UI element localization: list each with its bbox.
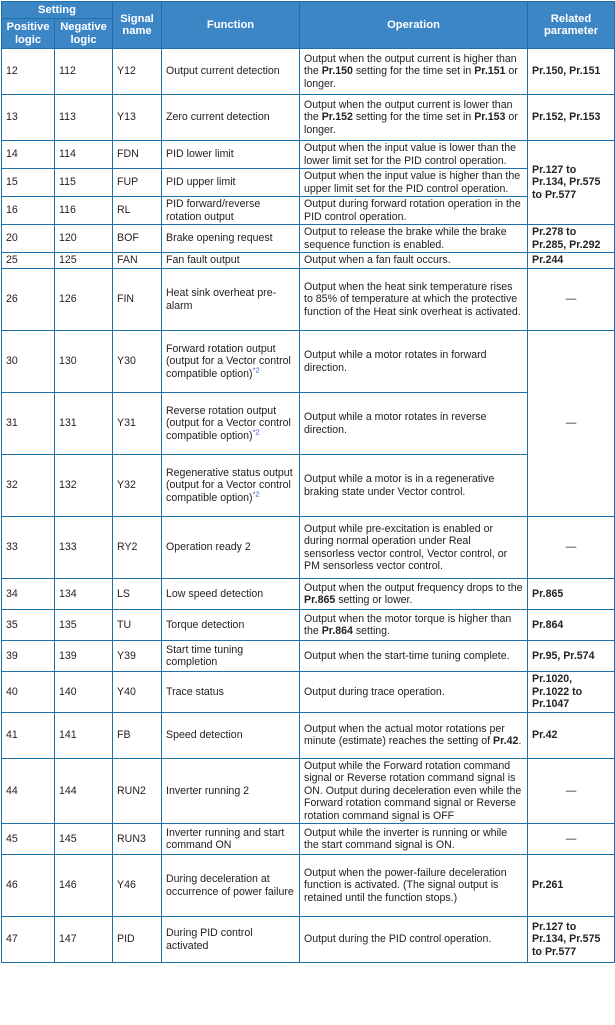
parameter-ref: Pr.42 <box>493 735 519 747</box>
operation-text: or longer. <box>304 65 518 90</box>
function-cell <box>162 672 300 713</box>
function-cell <box>162 253 300 269</box>
negative-logic-cell: 145 <box>55 824 113 855</box>
operation-text: Output while a motor is in a regenerative braking state under Vector control. <box>304 473 495 498</box>
function-cell <box>162 917 300 963</box>
signal-name-cell: Y32 <box>113 455 162 517</box>
negative-logic-cell: 114 <box>55 141 113 169</box>
negative-logic-cell: 125 <box>55 253 113 269</box>
positive-logic-cell: 12 <box>2 49 55 95</box>
signal-name-cell: PID <box>113 917 162 963</box>
footnote-marker: *2 <box>252 489 260 499</box>
function-text: Heat sink overheat pre-alarm <box>166 287 277 312</box>
table-row <box>2 855 615 917</box>
operation-text: Output while the inverter is running or while the start command signal is ON. <box>304 826 508 851</box>
table-row <box>2 758 615 824</box>
function-cell <box>162 641 300 672</box>
related-parameter-cell: Pr.261 <box>528 855 615 917</box>
operation-text: Output while a motor rotates in forward direction. <box>304 349 487 374</box>
operation-text: Output when the power-failure deceleration function is activated. (The signal output is retained until the function stops.) <box>304 866 507 904</box>
function-cell <box>162 712 300 758</box>
related-parameter-cell: Pr.278 to Pr.285, Pr.292 <box>528 225 615 253</box>
operation-cell <box>300 917 528 963</box>
positive-logic-cell: 40 <box>2 672 55 713</box>
function-text: PID lower limit <box>166 148 234 161</box>
operation-cell <box>300 253 528 269</box>
operation-cell <box>300 141 528 169</box>
related-parameter-cell: Pr.127 to Pr.134, Pr.575 to Pr.577 <box>528 141 615 225</box>
function-text: Torque detection <box>166 618 245 631</box>
operation-cell <box>300 393 528 455</box>
operation-cell <box>300 610 528 641</box>
table-row <box>2 579 615 610</box>
function-cell <box>162 758 300 824</box>
operation-cell <box>300 824 528 855</box>
related-parameter-cell: Pr.42 <box>528 712 615 758</box>
negative-logic-cell: 146 <box>55 855 113 917</box>
positive-logic-cell: 13 <box>2 95 55 141</box>
function-cell <box>162 393 300 455</box>
signal-name-cell: RL <box>113 197 162 225</box>
table-row <box>2 253 615 269</box>
table-header <box>2 2 615 49</box>
related-parameter-cell: Pr.244 <box>528 253 615 269</box>
function-cell <box>162 49 300 95</box>
table-row <box>2 517 615 579</box>
related-parameter-cell: — <box>528 824 615 855</box>
negative-logic-cell: 113 <box>55 95 113 141</box>
function-cell <box>162 517 300 579</box>
footnote-marker: *2 <box>252 427 260 437</box>
positive-logic-cell: 45 <box>2 824 55 855</box>
signal-name-cell: RUN2 <box>113 758 162 824</box>
positive-logic-cell: 16 <box>2 197 55 225</box>
function-text: Inverter running and start command ON <box>166 826 285 851</box>
signal-name-cell: FUP <box>113 169 162 197</box>
negative-logic-cell: 120 <box>55 225 113 253</box>
operation-cell <box>300 95 528 141</box>
table-row <box>2 393 615 455</box>
signal-name-cell: RY2 <box>113 517 162 579</box>
table-body <box>2 49 615 963</box>
function-cell <box>162 824 300 855</box>
operation-text: Output when the heat sink temperature rises to 85% of temperature at which the protective function of the Heat sink overheat is activated. <box>304 280 521 318</box>
operation-text: Output while pre-excitation is enabled or during normal operation under Real sensorless vector control, Vector control, or PM sensorless vector control. <box>304 522 508 572</box>
operation-cell <box>300 712 528 758</box>
table-row <box>2 641 615 672</box>
function-cell <box>162 197 300 225</box>
signal-name-cell: Y39 <box>113 641 162 672</box>
function-text: Regenerative status output (output for a Vector control compatible option) <box>166 466 293 504</box>
operation-cell <box>300 641 528 672</box>
positive-logic-cell: 32 <box>2 455 55 517</box>
operation-text: Output during trace operation. <box>304 685 445 698</box>
operation-text: Output during forward rotation operation in the PID control operation. <box>304 198 521 223</box>
function-cell <box>162 269 300 331</box>
function-text: Low speed detection <box>166 587 264 600</box>
operation-cell <box>300 331 528 393</box>
function-cell <box>162 141 300 169</box>
table-row <box>2 610 615 641</box>
parameter-ref: Pr.152 <box>321 111 353 124</box>
operation-text: Output when the input value is higher than the upper limit set for the PID control operation. <box>304 170 521 195</box>
function-text: Operation ready 2 <box>166 541 251 554</box>
signal-name-cell: FB <box>113 712 162 758</box>
operation-text: Output when the motor torque is higher than the <box>304 612 512 637</box>
operation-text: Output when the actual motor rotations per minute (estimate) reaches the setting of <box>304 722 505 747</box>
operation-text: Output while the Forward rotation command signal or Reverse rotation command signal is ON. Output during deceleration even while the Forward rotation command signal or Reverse rotation command signal is OFF <box>304 759 522 822</box>
positive-logic-cell: 30 <box>2 331 55 393</box>
negative-logic-cell: 139 <box>55 641 113 672</box>
function-text: Reverse rotation output (output for a Vector control compatible option) <box>166 404 291 442</box>
related-parameter-cell: Pr.1020, Pr.1022 to Pr.1047 <box>528 672 615 713</box>
header-function: Function <box>162 2 300 49</box>
function-cell <box>162 331 300 393</box>
operation-cell <box>300 225 528 253</box>
table-row <box>2 197 615 225</box>
operation-text: setting or lower. <box>335 594 413 606</box>
operation-text: Output when the start-time tuning complete. <box>304 649 510 662</box>
table-row <box>2 331 615 393</box>
operation-cell <box>300 455 528 517</box>
table-row <box>2 712 615 758</box>
related-parameter-cell: — <box>528 269 615 331</box>
function-text: Fan fault output <box>166 254 240 267</box>
signal-name-cell: LS <box>113 579 162 610</box>
positive-logic-cell: 41 <box>2 712 55 758</box>
negative-logic-cell: 115 <box>55 169 113 197</box>
function-cell <box>162 855 300 917</box>
related-parameter-cell: Pr.865 <box>528 579 615 610</box>
function-cell <box>162 225 300 253</box>
parameter-table <box>1 1 615 963</box>
operation-text: Output to release the brake while the brake sequence function is enabled. <box>304 226 507 251</box>
related-parameter-cell: Pr.864 <box>528 610 615 641</box>
operation-text: Output when the output current is higher than the <box>304 52 517 78</box>
function-text: Brake opening request <box>166 232 273 245</box>
operation-cell <box>300 49 528 95</box>
table-row <box>2 95 615 141</box>
signal-name-cell: BOF <box>113 225 162 253</box>
function-text: PID forward/reverse rotation output <box>166 198 261 223</box>
function-text: Zero current detection <box>166 111 270 124</box>
related-parameter-cell: — <box>528 758 615 824</box>
header-positive-logic: Positive logic <box>2 19 55 49</box>
header-negative-logic: Negative logic <box>55 19 113 49</box>
negative-logic-cell: 147 <box>55 917 113 963</box>
signal-name-cell: Y40 <box>113 672 162 713</box>
function-text: PID upper limit <box>166 176 236 189</box>
operation-cell <box>300 758 528 824</box>
negative-logic-cell: 132 <box>55 455 113 517</box>
operation-text: or longer. <box>304 111 518 136</box>
function-cell <box>162 455 300 517</box>
negative-logic-cell: 112 <box>55 49 113 95</box>
positive-logic-cell: 47 <box>2 917 55 963</box>
operation-text: setting for the time set in <box>352 111 475 124</box>
function-text: Start time tuning completion <box>166 643 244 668</box>
operation-text: setting. <box>352 625 391 637</box>
signal-name-cell: FAN <box>113 253 162 269</box>
table-row <box>2 917 615 963</box>
function-cell <box>162 95 300 141</box>
table-row <box>2 455 615 517</box>
negative-logic-cell: 130 <box>55 331 113 393</box>
parameter-ref: Pr.150 <box>321 65 353 78</box>
related-parameter-cell: — <box>528 517 615 579</box>
function-text: Inverter running 2 <box>166 784 250 797</box>
positive-logic-cell: 33 <box>2 517 55 579</box>
table-row <box>2 141 615 169</box>
operation-text: . <box>518 735 522 747</box>
operation-text: Output during the PID control operation. <box>304 933 492 946</box>
operation-cell <box>300 269 528 331</box>
negative-logic-cell: 141 <box>55 712 113 758</box>
signal-name-cell: Y46 <box>113 855 162 917</box>
operation-text: Output when a fan fault occurs. <box>304 254 451 267</box>
positive-logic-cell: 20 <box>2 225 55 253</box>
negative-logic-cell: 144 <box>55 758 113 824</box>
related-parameter-cell: Pr.95, Pr.574 <box>528 641 615 672</box>
related-parameter-cell: Pr.152, Pr.153 <box>528 95 615 141</box>
negative-logic-cell: 131 <box>55 393 113 455</box>
operation-cell <box>300 517 528 579</box>
table-row <box>2 269 615 331</box>
parameter-ref: Pr.151 <box>474 65 506 78</box>
operation-text: Output while a motor rotates in reverse direction. <box>304 411 487 436</box>
parameter-ref: Pr.864 <box>321 625 353 637</box>
positive-logic-cell: 34 <box>2 579 55 610</box>
signal-name-cell: Y13 <box>113 95 162 141</box>
footnote-marker: *2 <box>252 365 260 375</box>
negative-logic-cell: 133 <box>55 517 113 579</box>
header-operation: Operation <box>300 2 528 49</box>
signal-name-cell: FIN <box>113 269 162 331</box>
negative-logic-cell: 126 <box>55 269 113 331</box>
positive-logic-cell: 39 <box>2 641 55 672</box>
table-row <box>2 49 615 95</box>
table-row <box>2 169 615 197</box>
operation-cell <box>300 855 528 917</box>
negative-logic-cell: 134 <box>55 579 113 610</box>
operation-cell <box>300 579 528 610</box>
signal-name-cell: RUN3 <box>113 824 162 855</box>
positive-logic-cell: 15 <box>2 169 55 197</box>
positive-logic-cell: 35 <box>2 610 55 641</box>
function-cell <box>162 169 300 197</box>
signal-name-cell: FDN <box>113 141 162 169</box>
function-cell <box>162 610 300 641</box>
function-text: During PID control activated <box>166 927 253 952</box>
function-cell <box>162 579 300 610</box>
table-row <box>2 672 615 713</box>
positive-logic-cell: 26 <box>2 269 55 331</box>
operation-text: Output when the input value is lower than the lower limit set for the PID control operation. <box>304 142 517 167</box>
positive-logic-cell: 31 <box>2 393 55 455</box>
header-setting: Setting <box>2 2 113 19</box>
related-parameter-cell: Pr.150, Pr.151 <box>528 49 615 95</box>
signal-name-cell: Y12 <box>113 49 162 95</box>
operation-cell <box>300 672 528 713</box>
positive-logic-cell: 46 <box>2 855 55 917</box>
related-parameter-cell: — <box>528 331 615 517</box>
operation-cell <box>300 197 528 225</box>
signal-name-cell: Y30 <box>113 331 162 393</box>
positive-logic-cell: 44 <box>2 758 55 824</box>
function-text: Forward rotation output (output for a Vector control compatible option) <box>166 342 291 380</box>
negative-logic-cell: 135 <box>55 610 113 641</box>
positive-logic-cell: 25 <box>2 253 55 269</box>
function-text: Trace status <box>166 685 224 698</box>
negative-logic-cell: 116 <box>55 197 113 225</box>
operation-text: setting for the time set in <box>352 65 475 78</box>
table-row <box>2 225 615 253</box>
signal-name-cell: Y31 <box>113 393 162 455</box>
parameter-ref: Pr.153 <box>474 111 506 124</box>
header-related-parameter: Related parameter <box>528 2 615 49</box>
parameter-ref: Pr.865 <box>304 594 336 606</box>
signal-name-cell: TU <box>113 610 162 641</box>
related-parameter-cell: Pr.127 to Pr.134, Pr.575 to Pr.577 <box>528 917 615 963</box>
function-text: During deceleration at occurrence of power failure <box>166 873 294 898</box>
negative-logic-cell: 140 <box>55 672 113 713</box>
operation-text: Output when the output frequency drops to the <box>304 581 523 594</box>
positive-logic-cell: 14 <box>2 141 55 169</box>
operation-text: Output when the output current is lower than the <box>304 98 513 124</box>
function-text: Output current detection <box>166 65 280 78</box>
function-text: Speed detection <box>166 728 243 741</box>
table-row <box>2 824 615 855</box>
operation-cell <box>300 169 528 197</box>
header-signal-name: Signal name <box>113 2 162 49</box>
